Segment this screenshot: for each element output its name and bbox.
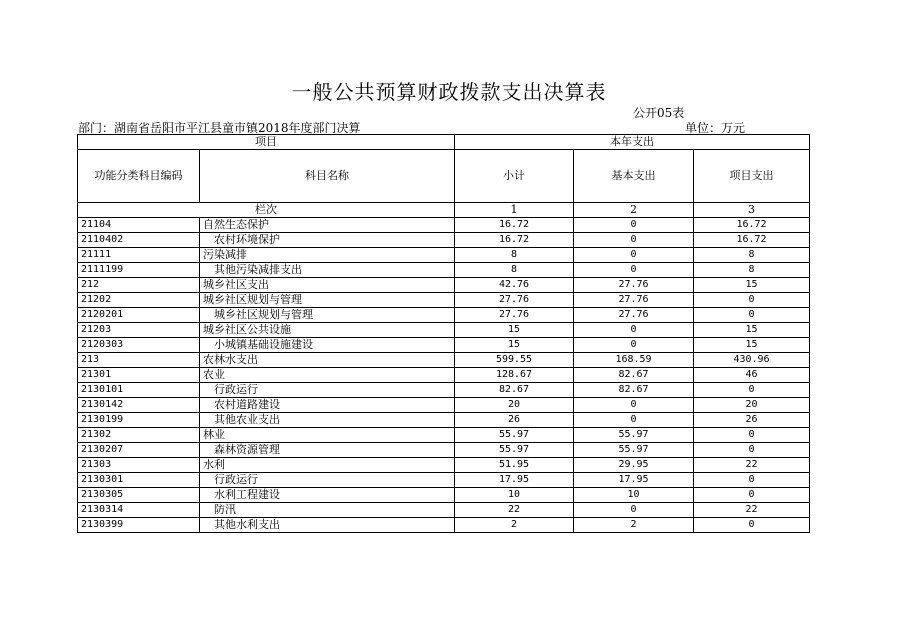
- header-item: 项目: [78, 135, 455, 150]
- row-basic: 0: [574, 248, 694, 263]
- row-code: 212: [78, 278, 200, 293]
- row-subtotal: 16.72: [455, 218, 574, 233]
- row-basic: 0: [574, 338, 694, 353]
- row-basic: 0: [574, 413, 694, 428]
- row-project: 22: [694, 458, 810, 473]
- row-subtotal: 2: [455, 518, 574, 533]
- row-code: 2130101: [78, 383, 200, 398]
- header-subtotal: 小计: [455, 150, 574, 203]
- row-basic: 55.97: [574, 428, 694, 443]
- row-project: 22: [694, 503, 810, 518]
- row-subtotal: 15: [455, 338, 574, 353]
- table-row: [78, 263, 810, 278]
- row-subtotal: 17.95: [455, 473, 574, 488]
- row-code: 21302: [78, 428, 200, 443]
- row-basic: 0: [574, 398, 694, 413]
- row-basic: 17.95: [574, 473, 694, 488]
- row-name: 城乡社区支出: [200, 278, 455, 293]
- row-project: 15: [694, 278, 810, 293]
- row-code: 213: [78, 353, 200, 368]
- row-name: 自然生态保护: [200, 218, 455, 233]
- row-subtotal: 26: [455, 413, 574, 428]
- row-basic: 0: [574, 263, 694, 278]
- row-project: 8: [694, 248, 810, 263]
- row-code: 2120303: [78, 338, 200, 353]
- row-basic: 2: [574, 518, 694, 533]
- row-subtotal: 82.67: [455, 383, 574, 398]
- row-basic: 82.67: [574, 383, 694, 398]
- table-row: [78, 353, 810, 368]
- row-name: 城乡社区公共设施: [200, 323, 455, 338]
- row-name: 农林水支出: [200, 353, 455, 368]
- row-code: 2130314: [78, 503, 200, 518]
- row-name: 农业: [200, 368, 455, 383]
- row-subtotal: 128.67: [455, 368, 574, 383]
- row-name: 其他农业支出: [200, 413, 455, 428]
- row-project: 0: [694, 488, 810, 503]
- row-project: 15: [694, 323, 810, 338]
- row-subtotal: 10: [455, 488, 574, 503]
- row-project: 0: [694, 383, 810, 398]
- row-subtotal: 599.55: [455, 353, 574, 368]
- row-basic: 0: [574, 503, 694, 518]
- row-basic: 27.76: [574, 293, 694, 308]
- table-row: [78, 323, 810, 338]
- table-row: [78, 473, 810, 488]
- table-row: [78, 368, 810, 383]
- row-basic: 27.76: [574, 278, 694, 293]
- table-row: [78, 383, 810, 398]
- row-name: 农村道路建设: [200, 398, 455, 413]
- row-basic: 29.95: [574, 458, 694, 473]
- row-name: 农村环境保护: [200, 233, 455, 248]
- row-basic: 168.59: [574, 353, 694, 368]
- row-name: 森林资源管理: [200, 443, 455, 458]
- row-code: 21203: [78, 323, 200, 338]
- table-row: [78, 248, 810, 263]
- row-basic: 55.97: [574, 443, 694, 458]
- row-project: 0: [694, 443, 810, 458]
- row-subtotal: 22: [455, 503, 574, 518]
- row-code: 2130301: [78, 473, 200, 488]
- row-basic: 0: [574, 218, 694, 233]
- row-code: 2130305: [78, 488, 200, 503]
- row-subtotal: 55.97: [455, 428, 574, 443]
- row-subtotal: 42.76: [455, 278, 574, 293]
- row-project: 8: [694, 263, 810, 278]
- form-number: 公开05表: [633, 106, 685, 120]
- row-name: 污染减排: [200, 248, 455, 263]
- unit-label: 单位：万元: [685, 121, 746, 135]
- header-project: 项目支出: [694, 150, 810, 203]
- row-basic: 27.76: [574, 308, 694, 323]
- row-basic: 10: [574, 488, 694, 503]
- table-row: [78, 308, 810, 323]
- row-name: 其他水利支出: [200, 518, 455, 533]
- row-project: 0: [694, 308, 810, 323]
- row-name: 水利工程建设: [200, 488, 455, 503]
- table-row: [78, 233, 810, 248]
- row-project: 20: [694, 398, 810, 413]
- table-row: [78, 428, 810, 443]
- row-project: 0: [694, 518, 810, 533]
- table-row: [78, 293, 810, 308]
- table-row: [78, 458, 810, 473]
- header-column-order: 栏次: [78, 203, 455, 218]
- row-name: 林业: [200, 428, 455, 443]
- row-subtotal: 55.97: [455, 443, 574, 458]
- header-col1: 1: [455, 203, 574, 218]
- table-row: [78, 338, 810, 353]
- row-project: 16.72: [694, 233, 810, 248]
- row-subtotal: 15: [455, 323, 574, 338]
- table-row: [78, 218, 810, 233]
- row-code: 2130399: [78, 518, 200, 533]
- header-basic: 基本支出: [574, 150, 694, 203]
- row-name: 行政运行: [200, 473, 455, 488]
- row-subtotal: 51.95: [455, 458, 574, 473]
- page-title: 一般公共预算财政拨款支出决算表: [291, 80, 607, 104]
- row-code: 2110402: [78, 233, 200, 248]
- row-subtotal: 16.72: [455, 233, 574, 248]
- row-code: 21202: [78, 293, 200, 308]
- table-body: [78, 218, 810, 533]
- row-project: 0: [694, 428, 810, 443]
- row-subtotal: 27.76: [455, 308, 574, 323]
- row-subtotal: 8: [455, 248, 574, 263]
- table-row: [78, 518, 810, 533]
- row-code: 2120201: [78, 308, 200, 323]
- header-code: 功能分类科目编码: [78, 150, 200, 203]
- row-name: 小城镇基础设施建设: [200, 338, 455, 353]
- row-name: 城乡社区规划与管理: [200, 308, 455, 323]
- row-name: 水利: [200, 458, 455, 473]
- row-code: 2130142: [78, 398, 200, 413]
- row-project: 0: [694, 473, 810, 488]
- row-project: 0: [694, 293, 810, 308]
- row-project: 46: [694, 368, 810, 383]
- row-basic: 82.67: [574, 368, 694, 383]
- row-subtotal: 20: [455, 398, 574, 413]
- row-project: 16.72: [694, 218, 810, 233]
- row-basic: 0: [574, 233, 694, 248]
- row-code: 21301: [78, 368, 200, 383]
- table-row: [78, 488, 810, 503]
- header-col3: 3: [694, 203, 810, 218]
- row-project: 26: [694, 413, 810, 428]
- table-row: [78, 278, 810, 293]
- row-code: 2130199: [78, 413, 200, 428]
- row-name: 行政运行: [200, 383, 455, 398]
- row-code: 2130207: [78, 443, 200, 458]
- table-row: [78, 443, 810, 458]
- table-row: [78, 503, 810, 518]
- row-name: 城乡社区规划与管理: [200, 293, 455, 308]
- row-code: 21111: [78, 248, 200, 263]
- header-name: 科目名称: [200, 150, 455, 203]
- row-code: 2111199: [78, 263, 200, 278]
- header-col2: 2: [574, 203, 694, 218]
- row-code: 21104: [78, 218, 200, 233]
- row-name: 防汛: [200, 503, 455, 518]
- row-subtotal: 8: [455, 263, 574, 278]
- row-project: 430.96: [694, 353, 810, 368]
- expenditure-table: [77, 134, 810, 533]
- row-code: 21303: [78, 458, 200, 473]
- row-project: 15: [694, 338, 810, 353]
- row-basic: 0: [574, 323, 694, 338]
- table-row: [78, 413, 810, 428]
- row-subtotal: 27.76: [455, 293, 574, 308]
- table-row: [78, 398, 810, 413]
- row-name: 其他污染减排支出: [200, 263, 455, 278]
- header-current-year: 本年支出: [455, 135, 810, 150]
- department-label: 部门：湖南省岳阳市平江县童市镇2018年度部门决算: [78, 121, 361, 135]
